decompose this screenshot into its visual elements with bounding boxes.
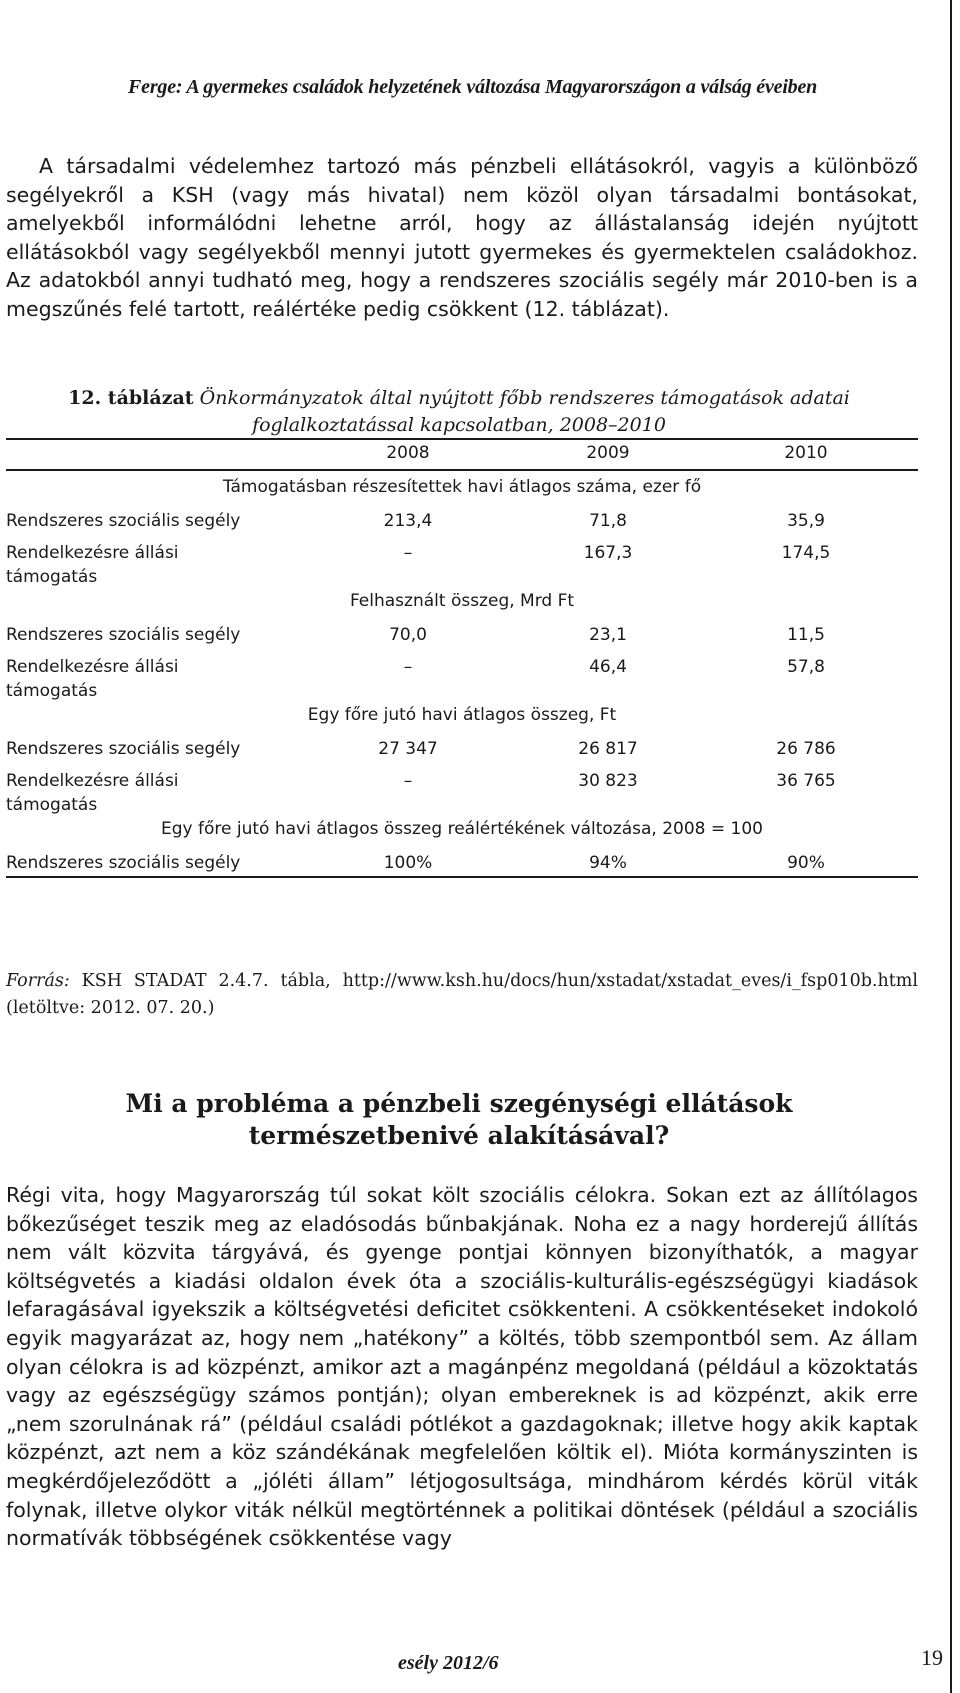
table-top-rule xyxy=(6,438,918,440)
cell-2009: 71,8 xyxy=(589,511,627,531)
table-section-title: Egy főre jutó havi átlagos összeg reálértékének változása, 2008 = 100 xyxy=(161,819,763,839)
cell-2010: 11,5 xyxy=(787,625,825,645)
section-heading-line2: természetbenivé alakításával? xyxy=(248,1121,670,1150)
source-label: Forrás: xyxy=(6,971,70,991)
cell-2009: 30 823 xyxy=(578,771,638,791)
table-title-line2: foglalkoztatással kapcsolatban, 2008–2010 xyxy=(252,414,666,436)
table-caption xyxy=(0,385,918,439)
cell-2009: 26 817 xyxy=(578,739,638,759)
cell-2010: 57,8 xyxy=(787,657,825,677)
intro-paragraph-text: A társadalmi védelemhez tartozó más pénzbeli ellátásokról, vagyis a különböző segélyekről a KSH (vagy más hivatal) nem közöl olyan társadalmi bontásokat, amelyekből informálódni lehetne arról, hogy az állástalanság idején nyújtott ellátásokból vagy segélyekből mennyi jutott gyermekes és gyermektelen családokhoz. Az adatokból annyi tudható meg, hogy a rendszeres szociális segély már 2010-ben is a megszűnés felé tartott, reálértéke pedig csökkent (12. táblázat). xyxy=(6,154,918,321)
table-section-title: Támogatásban részesítettek havi átlagos száma, ezer fő xyxy=(222,477,702,497)
row-label: Rendszeres szociális segély xyxy=(6,853,241,873)
cell-2008: – xyxy=(403,543,413,563)
cell-2008: – xyxy=(403,657,413,677)
cell-2010: 90% xyxy=(787,853,825,873)
source-text: KSH STADAT 2.4.7. tábla, http://www.ksh.hu/docs/hun/xstadat/xstadat_eves/i_fsp010b.html (letöltve: 2012. 07. 20.) xyxy=(6,971,918,1018)
cell-2010: 174,5 xyxy=(781,543,831,563)
year-header-2010: 2010 xyxy=(784,443,828,463)
table-source-note xyxy=(6,968,918,1022)
table-header-rule xyxy=(6,469,918,471)
table-section-title: Egy főre jutó havi átlagos összeg, Ft xyxy=(307,705,617,725)
cell-2010: 35,9 xyxy=(787,511,825,531)
table-title: Önkormányzatok által nyújtott főbb rendszeres támogatások adatai xyxy=(199,387,850,409)
section-heading-line1: Mi a probléma a pénzbeli szegénységi ellátások xyxy=(125,1089,793,1118)
cell-2008: 100% xyxy=(383,853,433,873)
year-header-2009: 2009 xyxy=(586,443,630,463)
page-number: 19 xyxy=(921,1645,943,1670)
row-label: Rendelkezésre állási támogatás xyxy=(6,771,179,815)
cell-2008: 27 347 xyxy=(378,739,438,759)
table-number: 12. táblázat xyxy=(68,387,194,409)
row-label: Rendelkezésre állási támogatás xyxy=(6,657,179,701)
cell-2010: 26 786 xyxy=(776,739,836,759)
row-label: Rendszeres szociális segély xyxy=(6,739,241,759)
intro-paragraph xyxy=(6,152,918,324)
table-bottom-rule xyxy=(6,876,918,878)
footer-journal-title: esély 2012/6 xyxy=(398,1652,499,1674)
table-caption-line1 xyxy=(0,385,918,412)
cell-2008: 213,4 xyxy=(383,511,433,531)
cell-2009: 23,1 xyxy=(589,625,627,645)
cell-2010: 36 765 xyxy=(776,771,836,791)
cell-2009: 94% xyxy=(589,853,627,873)
cell-2009: 167,3 xyxy=(583,543,633,563)
row-label: Rendelkezésre állási támogatás xyxy=(6,543,179,587)
year-header-2008: 2008 xyxy=(386,443,430,463)
cell-2009: 46,4 xyxy=(589,657,627,677)
row-label: Rendszeres szociális segély xyxy=(6,625,241,645)
cell-2008: – xyxy=(403,771,413,791)
right-margin-rule xyxy=(950,0,952,1693)
section-heading xyxy=(0,1088,918,1152)
row-label: Rendszeres szociális segély xyxy=(6,511,241,531)
running-header: Ferge: A gyermekes családok helyzetének változása Magyarországon a válság éveiben xyxy=(128,76,818,98)
body-paragraph: Régi vita, hogy Magyarország túl sokat költ szociális célokra. Sokan ezt az állítólagos bőkezűséget teszik meg az eladósodás bűnbakjának. Noha ez a nagy horderejű állítás nem vált közvita tárgyává, és gyenge pontjai könnyen bizonyíthatók, a magyar költségvetés a kiadási oldalon évek óta a szociális-kulturális-egészségügyi kiadások lefaragásával igyekszik a költségvetési deficitet csökkenteni. A csökkentéseket indokoló egyik magyarázat az, hogy nem „hatékony” a költés, több szempontból sem. Az állam olyan célokra is ad közpénzt, amikor azt a magánpénz megoldaná (például a közoktatás vagy az egészségügy számos pontján); olyan embereknek is ad közpénzt, akik erre „nem szorulnának rá” (például családi pótlékot a gazdagoknak; illetve hogy akik kaptak közpénzt, azt nem a köz szándékának megfelelően költik el). Mióta kormányszinten is megkérdőjeleződött a „jóléti állam” létjogosultsága, mindhárom kérdés körül viták folynak, illetve olykor viták nélkül megtörténnek a politikai döntések (például a szociális normatívák többségének csökkentése vagy xyxy=(6,1183,918,1551)
cell-2008: 70,0 xyxy=(389,625,427,645)
table-section-title: Felhasznált összeg, Mrd Ft xyxy=(349,591,575,611)
